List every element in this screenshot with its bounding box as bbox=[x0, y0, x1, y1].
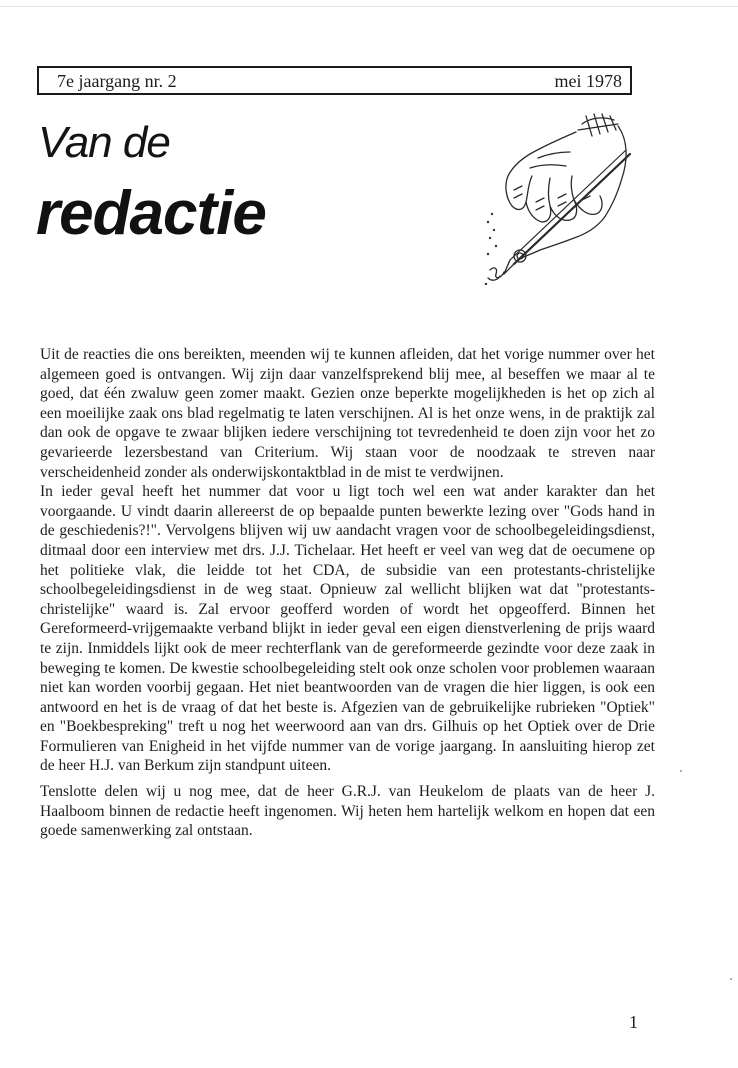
page-title-line2: redactie bbox=[36, 179, 266, 248]
print-speck bbox=[680, 770, 682, 772]
editorial-paragraph: In ieder geval heeft het nummer dat voor u ligt toch wel een wat ander karakter dan het voorgaande. U vindt daarin allereerst de op bepaalde punten bewerkte lezing over "Gods hand in de geschiedenis?!". Vervolgens blijven wij uw aandacht vragen voor de schoolbegeleidingsdienst, ditmaal door een interview met drs. J.J. Tichelaar. Het heeft er veel van weg dat de oecumene op het politieke vlak, die leidde tot het CDA, de subsidie van een protestants-christelijke schoolbegeleidingsdienst in de weg staat. Opnieuw zal wellicht blijken wat dat "protestants-christelijke" waard is. Zal ervoor geofferd worden of wordt het opgeofferd. Binnen het Gereformeerd-vrijgemaakte verband blijkt in ieder geval een eigen dienstverlening de prijs waard te zijn. Inmiddels lijkt ook de meer rechterflank van de gereformeerde gezindte voor deze zaak in beweging te komen. De kwestie schoolbegeleiding stelt ook onze scholen voor problemen waaraan niet kan worden voorbij gegaan. Het niet beantwoorden van de vragen die hier liggen, is ook een antwoord en het is de vraag of dat het beste is. Afgezien van de gebruikelijke rubrieken "Optiek" en "Boekbespreking" treft u nog het weerwoord aan van drs. Gilhuis op het Optiek over de Drie Formulieren van Enigheid in het vijfde nummer van de vorige jaargang. In aansluiting hierop zet de heer H.J. van Berkum zijn standpunt uiteen. bbox=[40, 483, 655, 775]
page-title-line1: Van de bbox=[38, 118, 170, 167]
issue-label: 7e jaargang nr. 2 bbox=[57, 71, 177, 91]
editorial-paragraph: Uit de reacties die ons bereikten, meenden wij te kunnen afleiden, dat het vorige nummer over het algemeen goed is ontvangen. Wij zijn daar vanzelfsprekend blij mee, al beseffen we maar al te goed, dat één zwaluw geen zomer maakt. Gezien onze beperkte mogelijkheden is het op zich al een moeilijke zaak ons blad regelmatig te laten verschijnen. Al is het onze wens, in de praktijk zal dan ook de opgave te zwaar blijken iedere verschijning tot tevredenheid te doen zijn voor het zo gevarieerde lezersbestand van Criterium. Wij staan voor de noodzaak te streven naar verscheidenheid zonder als onderwijskontaktblad in de mist te verdwijnen. bbox=[40, 346, 655, 481]
editorial-paragraph: Tenslotte delen wij u nog mee, dat de heer G.R.J. van Heukelom de plaats van de heer J. Haalboom binnen de redactie heeft ingenomen. Wij heten hem hartelijk welkom en hopen dat een goede samenwerking zal ontstaan. bbox=[40, 783, 655, 840]
top-edge-rule bbox=[0, 6, 738, 7]
issue-date: mei 1978 bbox=[554, 71, 622, 91]
editorial-body bbox=[40, 345, 655, 841]
masthead-box bbox=[37, 66, 632, 95]
page-number: 1 bbox=[629, 1012, 638, 1032]
hand-writing-with-pen-icon bbox=[478, 110, 638, 285]
print-speck bbox=[730, 978, 732, 980]
